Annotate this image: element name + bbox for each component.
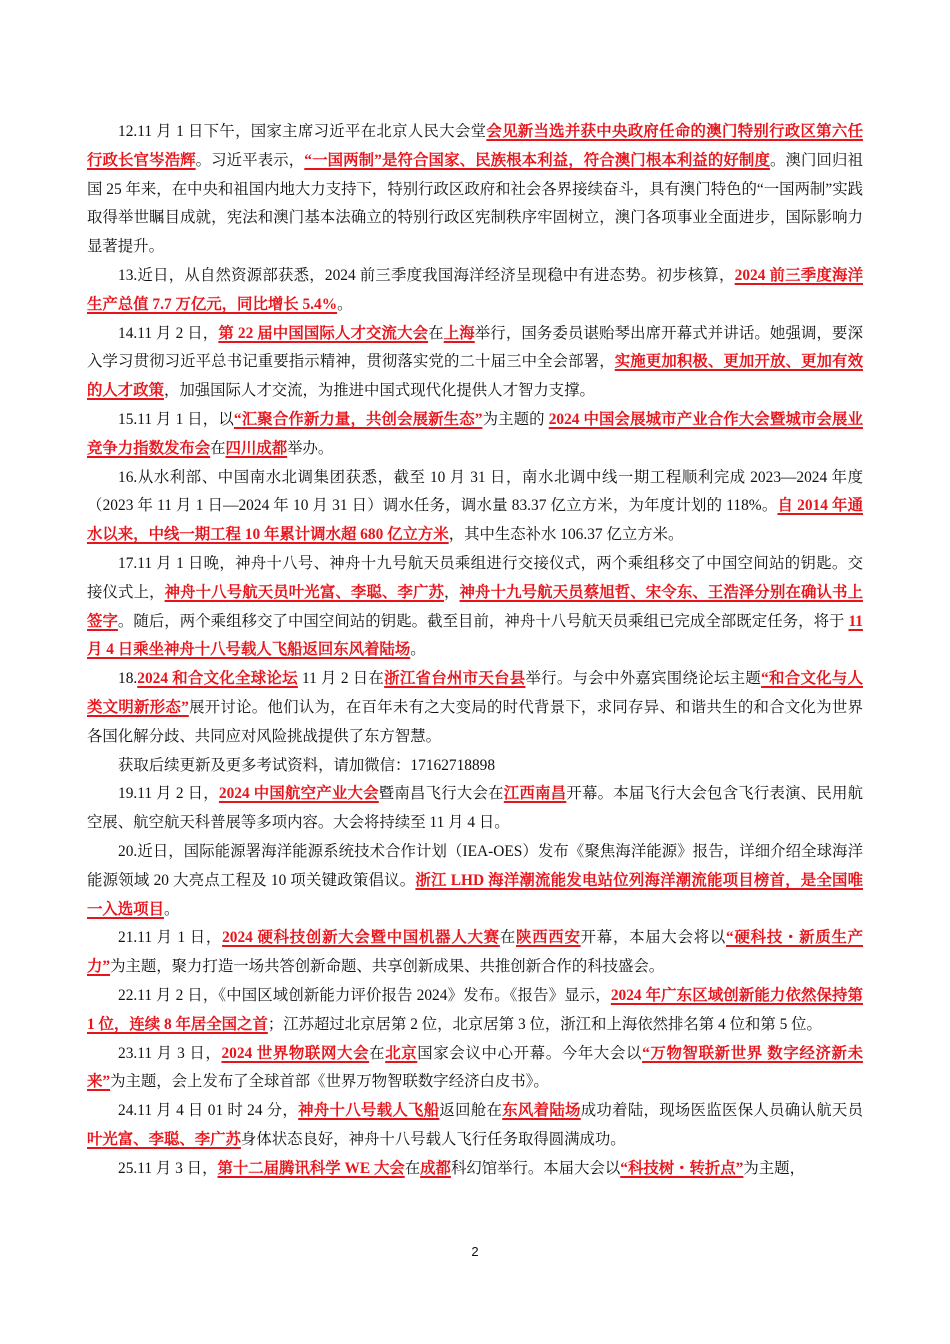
body-text: 15.11 月 1 日，以 — [118, 410, 234, 428]
body-text: 19.11 月 2 日， — [118, 785, 219, 803]
highlighted-text: 11 月 4 日乘坐神舟十八号载人飞船返回东风着陆场 — [87, 612, 863, 659]
body-text: 24.11 月 4 日 01 时 24 分， — [118, 1102, 299, 1120]
news-paragraph — [87, 118, 863, 262]
body-text: 。 — [337, 295, 353, 313]
body-text: 为主题，聚力打造一场共答创新命题、共享创新成果、共推创新合作的科技盛会。 — [110, 958, 665, 976]
news-paragraph — [87, 1097, 863, 1155]
highlighted-text: “硬科技・新质生产力” — [87, 929, 863, 976]
body-text: 在 — [428, 324, 444, 342]
body-text: 25.11 月 3 日， — [118, 1159, 218, 1177]
body-text: 16.从水利部、中国南水北调集团获悉，截至 10 月 31 日，南水北调中线一期工程顺利完成 2023—2024 年度（2023 年 11 月 1 日—2024 年 10 月 31 日）调水任务，调水量 83.37 亿立方米，为年度计划的 118%。 — [87, 468, 863, 515]
body-text: 14.11 月 2 日， — [118, 324, 219, 342]
body-text: 为主题， — [743, 1159, 805, 1177]
highlighted-text: 第 22 届中国国际人才交流大会 — [218, 324, 429, 342]
body-text: 。 — [163, 900, 180, 918]
highlighted-text: “汇聚合作新力量，共创会展新生态” — [233, 410, 483, 428]
body-text: ，加强国际人才交流，为推进中国式现代化提供人才智力支撑。 — [163, 382, 595, 400]
body-text: 举办。 — [287, 439, 334, 457]
body-text: 返回舱在 — [439, 1102, 503, 1120]
body-text: 。随后，两个乘组移交了中国空间站的钥匙。截至目前，神舟十八号航天员乘组已完成全部既定任务，将于 — [117, 612, 849, 630]
highlighted-text: “一国两制”是符合国家、民族根本利益，符合澳门根本利益的好制度 — [304, 151, 770, 169]
highlighted-text: 2024 硬科技创新大会暨中国机器人大赛 — [222, 929, 500, 947]
highlighted-text: 第十二届腾讯科学 WE 大会 — [217, 1159, 405, 1177]
body-text: 20.近日，国际能源署海洋能源系统技术合作计划（IEA-OES）发布《聚焦海洋能源》报告，详细介绍全球海洋能源领域 20 大亮点工程及 10 项关键政策倡议。 — [87, 842, 863, 889]
news-paragraph — [87, 752, 863, 781]
highlighted-text: 神舟十八号航天员叶光富、李聪、李广苏 — [164, 583, 444, 601]
highlighted-text: 叶光富、李聪、李广苏 — [87, 1130, 241, 1148]
highlighted-text: 江西南昌 — [503, 785, 567, 803]
body-text: 举行，国务委员谌贻琴出席开幕式并讲话。她强调，要深入学习贯彻习近平总书记重要指示精神，贯彻落实党的二十届三中全会部署， — [87, 324, 863, 371]
highlighted-text: 上海 — [443, 324, 475, 342]
body-text: 开幕，本届大会将以 — [580, 929, 727, 947]
highlighted-text: 2024 年广东区域创新能力依然保持第 1 位，连续 8 年居全国之首 — [87, 986, 863, 1033]
body-text: 18. — [118, 670, 138, 688]
news-paragraph — [87, 262, 863, 320]
news-paragraph — [87, 320, 863, 406]
body-text: 在 — [369, 1044, 386, 1062]
highlighted-text: 会见新当选并获中央政府任命的澳门特别行政区第六任行政长官岑浩辉 — [87, 123, 863, 169]
news-paragraph — [87, 550, 863, 665]
document-body — [87, 118, 863, 1183]
highlighted-text: 2024 和合文化全球论坛 — [137, 670, 298, 688]
highlighted-text: 浙江省台州市天台县 — [384, 670, 526, 688]
highlighted-text: “科技树・转折点” — [620, 1159, 744, 1177]
body-text: 暨南昌飞行大会在 — [378, 785, 504, 803]
body-text: 17.11 月 1 日晚，神舟十八号、神舟十九号航天员乘组进行交接仪式，两个乘组移交了中国空间站的钥匙。交接仪式上， — [87, 554, 863, 601]
body-text: 为主题，会上发布了全球首部《世界万物智联数字经济白皮书》。 — [110, 1073, 549, 1091]
highlighted-text: 北京 — [385, 1044, 418, 1062]
body-text: 13.近日，从自然资源部获悉，2024 前三季度我国海洋经济呈现稳中有进态势。初步核算， — [118, 266, 735, 284]
body-text: 举行。与会中外嘉宾围绕论坛主题 — [525, 670, 762, 688]
news-paragraph — [87, 1040, 863, 1098]
body-text: 。 — [410, 641, 426, 659]
body-text: 国家会议中心开幕。今年大会以 — [417, 1044, 643, 1062]
body-text: 。习近平表示， — [195, 151, 305, 169]
body-text: 11 月 2 日在 — [297, 670, 385, 688]
highlighted-text: 陕西西安 — [515, 929, 581, 947]
body-text: 21.11 月 1 日， — [118, 929, 223, 947]
body-text: 开幕。本届飞行大会包含飞行表演、民用航空展、航空航天科普展等多项内容。大会将持续至 11 月 4 日。 — [87, 785, 863, 832]
news-paragraph — [87, 924, 863, 982]
highlighted-text: 实施更加积极、更加开放、更加有效的人才政策 — [87, 353, 863, 400]
body-text: 23.11 月 3 日， — [118, 1044, 222, 1062]
body-text: ；江苏超过北京居第 2 位，北京居第 3 位，浙江和上海依然排名第 4 位和第 5 位。 — [267, 1015, 822, 1033]
body-text: 22.11 月 2 日，《中国区域创新能力评价报告 2024》发布。《报告》显示， — [118, 986, 611, 1004]
body-text: 。澳门回归祖国 25 年来，在中央和祖国内地大力支持下，特别行政区政府和社会各界接续奋斗，具有澳门特色的“一国两制”实践取得举世瞩目成就，宪法和澳门基本法确立的特别行政区宪制秩序牢固树立，澳门各项事业全面进步，国际影响力显著提升。 — [87, 151, 863, 256]
news-paragraph — [87, 665, 863, 751]
body-text: 获取后续更新及更多考试资料，请加微信：17162718898 — [118, 756, 496, 774]
highlighted-text: 四川成都 — [225, 439, 288, 457]
highlighted-text: 2024 中国会展城市产业合作大会暨城市会展业竞争力指数发布会 — [87, 410, 863, 457]
highlighted-text: 成都 — [420, 1159, 451, 1177]
body-text: 为主题的 — [482, 410, 549, 428]
body-text: 身体状态良好，神舟十八号载人飞行任务取得圆满成功。 — [240, 1130, 626, 1148]
highlighted-text: 2024 世界物联网大会 — [221, 1044, 370, 1062]
news-paragraph — [87, 464, 863, 550]
highlighted-text: 神舟十八号载人飞船 — [298, 1102, 440, 1120]
highlighted-text: “和合文化与人类文明新形态” — [87, 670, 863, 716]
highlighted-text: 2024 前三季度海洋生产总值 7.7 万亿元，同比增长 5.4% — [87, 266, 863, 313]
highlighted-text: 东风着陆场 — [502, 1102, 581, 1120]
news-paragraph — [87, 780, 863, 838]
news-paragraph — [87, 838, 863, 924]
body-text: 在 — [499, 929, 516, 947]
body-text: 在 — [210, 439, 226, 457]
highlighted-text: “万物智联新世界 数字经济新未来” — [87, 1044, 863, 1091]
body-text: 科幻馆举行。本届大会以 — [450, 1159, 621, 1177]
highlighted-text: 2024 中国航空产业大会 — [218, 785, 379, 803]
news-paragraph — [87, 406, 863, 464]
body-text: 展开讨论。他们认为，在百年未有之大变局的时代背景下，求同存异、和谐共生的和合文化为世界各国化解分歧、共同应对风险挑战提供了东方智慧。 — [87, 698, 863, 745]
body-text: 12.11 月 1 日下午，国家主席习近平在北京人民大会堂 — [118, 123, 487, 140]
body-text: ， — [444, 583, 460, 601]
news-paragraph — [87, 982, 863, 1040]
body-text: 在 — [404, 1159, 421, 1177]
highlighted-text: 自 2014 年通水以来，中线一期工程 10 年累计调水超 680 亿立方米 — [87, 497, 864, 544]
body-text: ，其中生态补水 106.37 亿立方米。 — [448, 526, 684, 544]
news-paragraph — [87, 1155, 863, 1184]
highlighted-text: 浙江 LHD 海洋潮流能发电站位列海洋潮流能项目榜首，是全国唯一入选项目 — [87, 871, 863, 918]
body-text: 成功着陆，现场医监医保人员确认航天员 — [580, 1102, 863, 1120]
highlighted-text: 神舟十九号航天员蔡旭哲、宋令东、王浩泽分别在确认书上签字 — [87, 583, 863, 630]
page-number: 2 — [471, 1244, 479, 1259]
